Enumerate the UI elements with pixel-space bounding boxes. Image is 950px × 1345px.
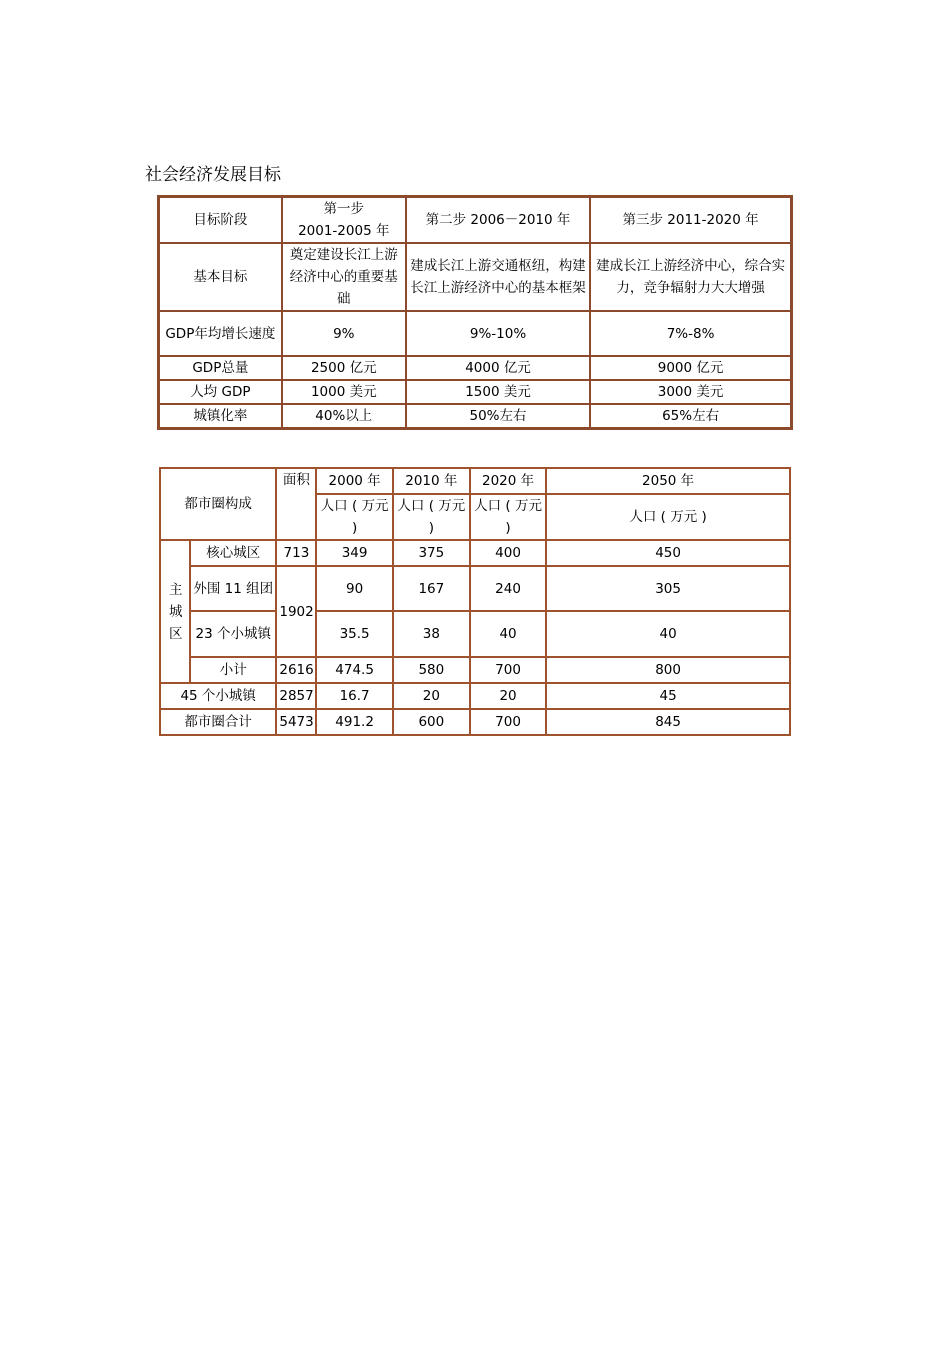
table-cell: 800: [546, 657, 790, 683]
table-cell: 474.5: [316, 657, 392, 683]
header-cell: 目标阶段: [159, 197, 282, 244]
table-cell: 450: [546, 540, 790, 566]
table-cell: 奠定建设长江上游经济中心的重要基础: [282, 243, 406, 311]
table-cell: 713: [276, 540, 316, 566]
table-row: [159, 404, 792, 429]
header-cell: 第二步 2006－2010 年: [406, 197, 590, 244]
table-cell: 580: [393, 657, 470, 683]
table-cell: 845: [546, 709, 790, 735]
table-cell: 16.7: [316, 683, 392, 709]
table-cell: 65%左右: [590, 404, 791, 429]
row-label: GDP年均增长速度: [159, 311, 282, 356]
header-cell: 2050 年: [546, 468, 790, 494]
table-cell: 建成长江上游经济中心，综合实力，竞争辐射力大大增强: [590, 243, 791, 311]
header-cell: 人口 ( 万元 ): [393, 494, 470, 540]
table-cell: 45: [546, 683, 790, 709]
header-cell: 2020 年: [470, 468, 546, 494]
table-cell: 2616: [276, 657, 316, 683]
table-cell: 349: [316, 540, 392, 566]
header-cell: 2010 年: [393, 468, 470, 494]
table-cell: 4000 亿元: [406, 356, 590, 380]
table-row: [160, 540, 790, 566]
row-label: 基本目标: [159, 243, 282, 311]
table-cell: 400: [470, 540, 546, 566]
table-row: [159, 380, 792, 404]
table-cell: 9%-10%: [406, 311, 590, 356]
header-cell: 第三步 2011-2020 年: [590, 197, 791, 244]
main-city-label: 主城区: [160, 540, 190, 683]
table-cell: 20: [393, 683, 470, 709]
table-row: [159, 311, 792, 356]
table-cell: 700: [470, 709, 546, 735]
table-header-row: [159, 197, 792, 244]
metro-area-population-table: [159, 467, 791, 736]
table-row: [160, 683, 790, 709]
row-label: 45 个小城镇: [160, 683, 276, 709]
header-cell: 都市圈构成: [160, 468, 276, 540]
table-cell: 1000 美元: [282, 380, 406, 404]
header-cell: 人口 ( 万元 ): [546, 494, 790, 540]
table-row: [160, 566, 790, 611]
table-cell: 305: [546, 566, 790, 611]
header-line: 2001-2005 年: [298, 223, 390, 239]
table-cell: 40: [546, 611, 790, 657]
table-row: [160, 657, 790, 683]
table-row: [160, 611, 790, 657]
table-cell: 600: [393, 709, 470, 735]
table-cell: 375: [393, 540, 470, 566]
table-cell: 240: [470, 566, 546, 611]
table-cell: 1500 美元: [406, 380, 590, 404]
row-label: 小计: [190, 657, 276, 683]
row-label: 人均 GDP: [159, 380, 282, 404]
table-row: [160, 709, 790, 735]
row-label: 23 个小城镇: [190, 611, 276, 657]
table-cell: 9000 亿元: [590, 356, 791, 380]
table-cell: 建成长江上游交通枢纽，构建长江上游经济中心的基本框架: [406, 243, 590, 311]
table-cell: 38: [393, 611, 470, 657]
development-goals-table: [157, 195, 793, 430]
table-cell: 20: [470, 683, 546, 709]
table-row: [159, 243, 792, 311]
page-title: 社会经济发展目标: [145, 165, 281, 185]
table-cell: 7%-8%: [590, 311, 791, 356]
table-cell: 491.2: [316, 709, 392, 735]
table-header-row: [160, 468, 790, 494]
table-row: [159, 356, 792, 380]
table-cell: 2857: [276, 683, 316, 709]
table-cell: 35.5: [316, 611, 392, 657]
header-cell: 2000 年: [316, 468, 392, 494]
row-label: GDP总量: [159, 356, 282, 380]
table-cell: 700: [470, 657, 546, 683]
table-cell: 167: [393, 566, 470, 611]
table-cell: 1902: [276, 566, 316, 657]
header-cell: 面积: [276, 468, 316, 540]
header-cell: 人口 ( 万元 ): [470, 494, 546, 540]
header-cell: 人口 ( 万元 ): [316, 494, 392, 540]
table-cell: 50%左右: [406, 404, 590, 429]
table-cell: 9%: [282, 311, 406, 356]
header-cell: [282, 197, 406, 244]
table-cell: 5473: [276, 709, 316, 735]
row-label: 城镇化率: [159, 404, 282, 429]
table-cell: 2500 亿元: [282, 356, 406, 380]
table-cell: 90: [316, 566, 392, 611]
row-label: 都市圈合计: [160, 709, 276, 735]
table-cell: 40: [470, 611, 546, 657]
row-label: 核心城区: [190, 540, 276, 566]
row-label: 外围 11 组团: [190, 566, 276, 611]
table-cell: 40%以上: [282, 404, 406, 429]
header-line: 第一步: [323, 201, 365, 217]
table-cell: 3000 美元: [590, 380, 791, 404]
